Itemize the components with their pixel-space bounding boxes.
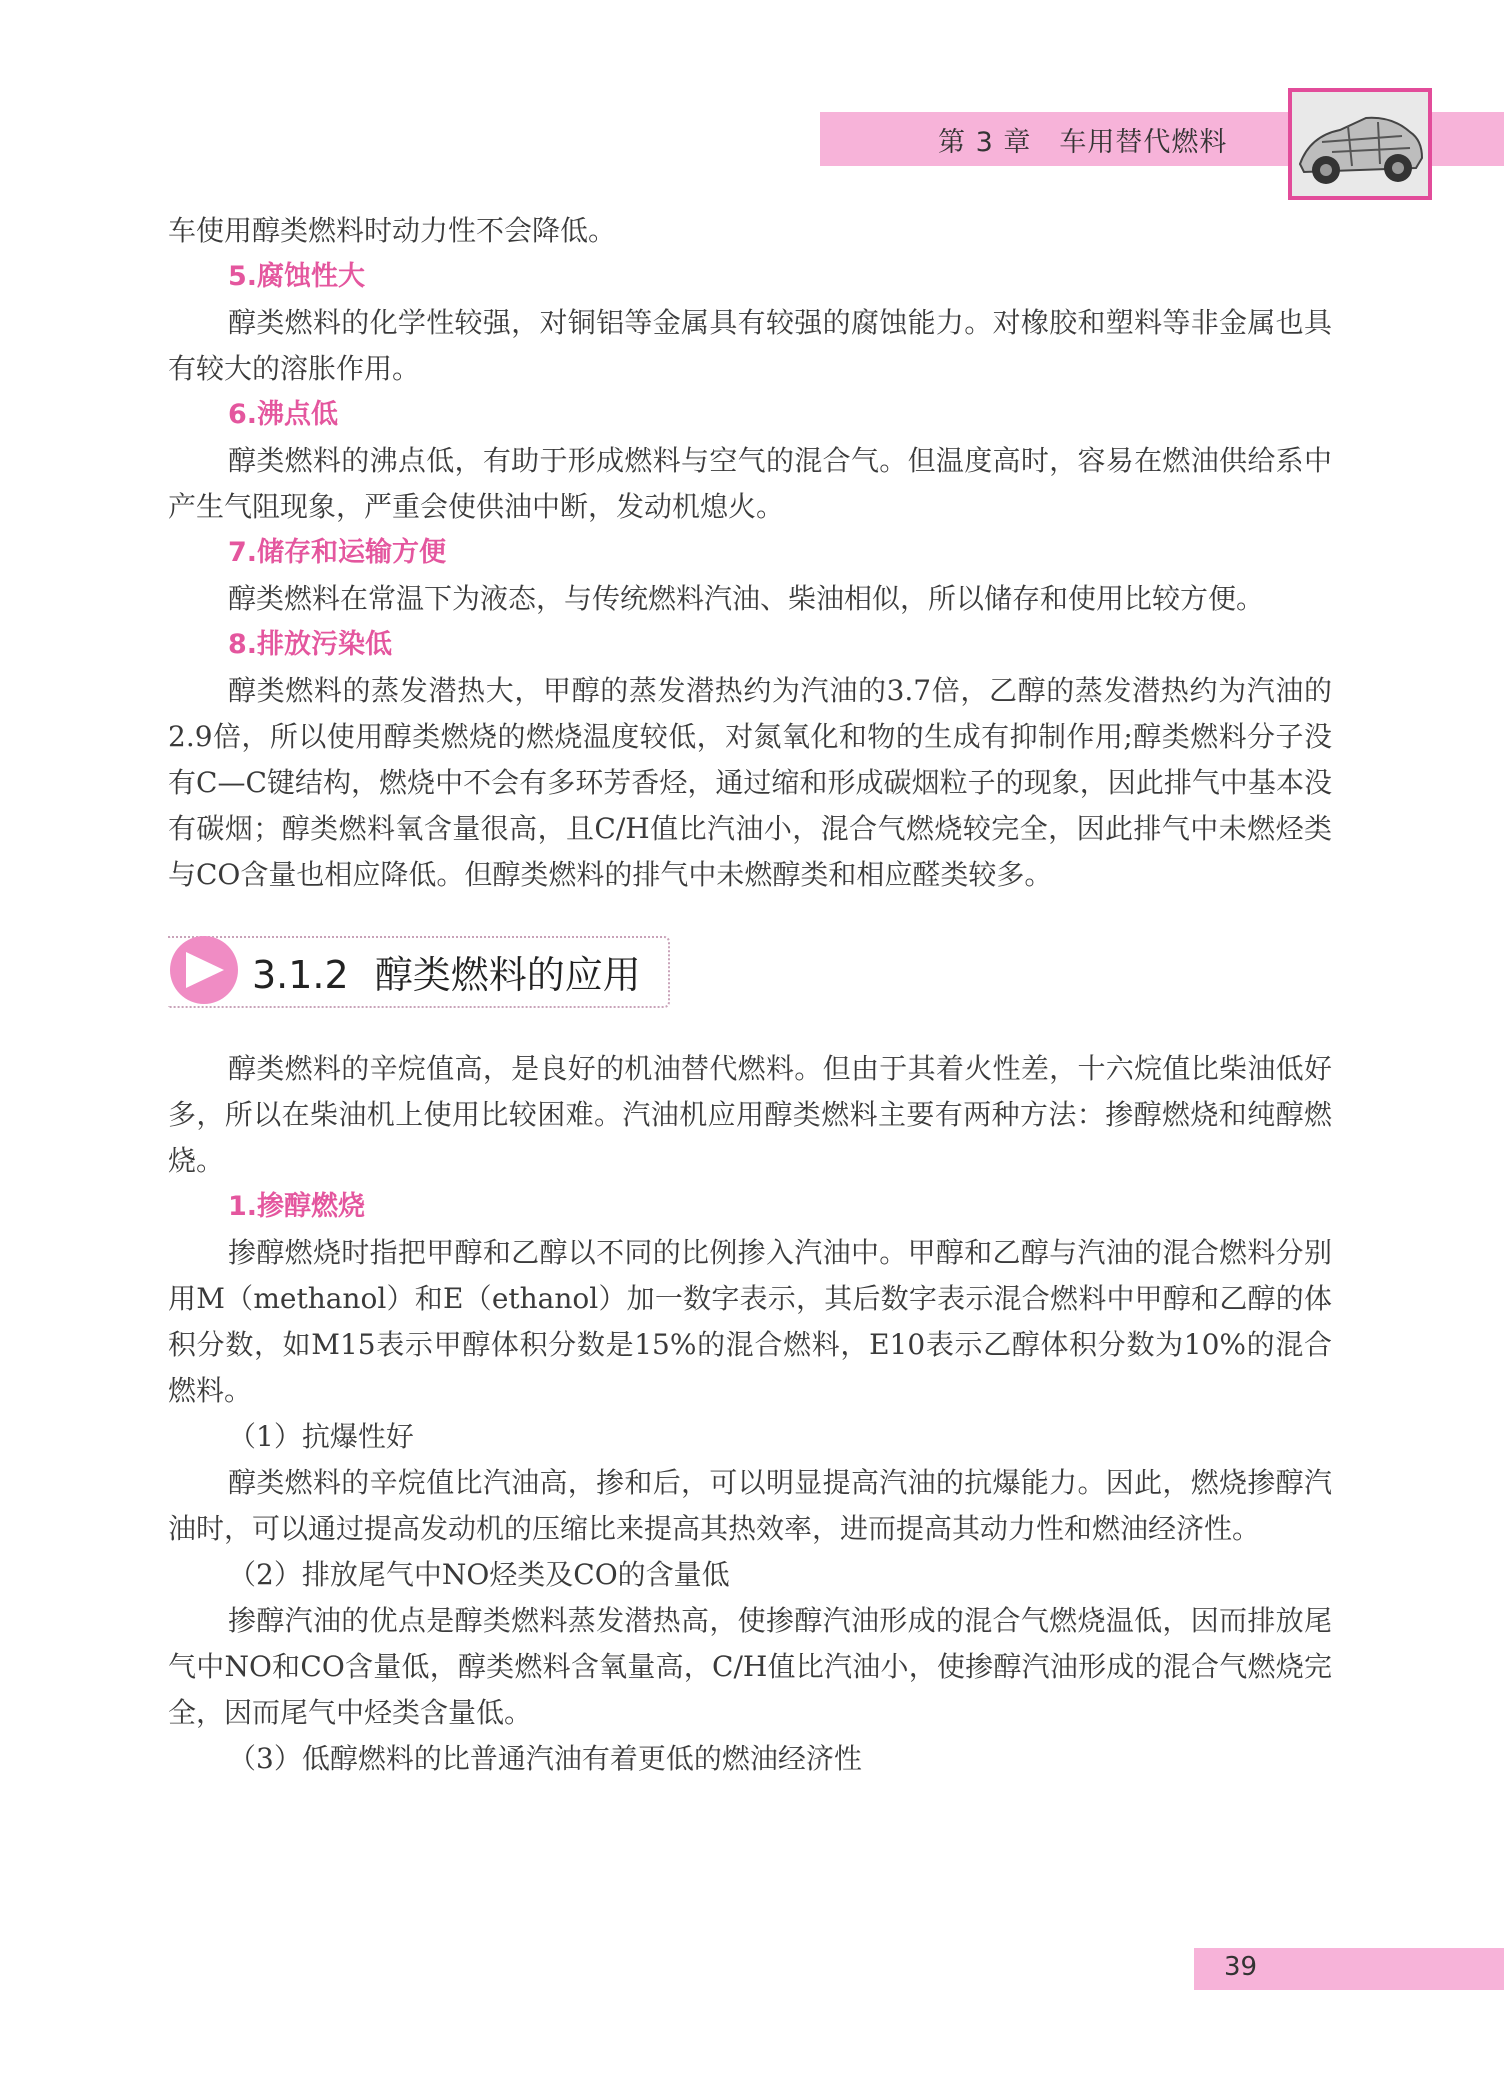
section-intro: 醇类燃料的辛烷值高，是良好的机油替代燃料。但由于其着火性差，十六烷值比柴油低好多，所以在柴油机上使用比较困难。汽油机应用醇类燃料主要有两种方法：掺醇燃烧和纯醇燃烧。	[168, 1052, 1332, 1177]
subheading-7: 7.储存和运输方便	[228, 537, 447, 568]
item-2-text: 掺醇汽油的优点是醇类燃料蒸发潜热高，使掺醇汽油形成的混合气燃烧温低，因而排放尾气中NO和CO含量低，醇类燃料含氧量高，C/H值比汽油小，使掺醇汽油形成的混合气燃烧完全，因而尾气中烃类含量低。	[168, 1604, 1332, 1729]
subheading-1: 1.掺醇燃烧	[228, 1191, 366, 1222]
paragraph-7: 醇类燃料在常温下为液态，与传统燃料汽油、柴油相似，所以储存和使用比较方便。	[228, 582, 1265, 615]
page-number: 39	[1224, 1952, 1258, 1982]
item-1-title: （1）抗爆性好	[228, 1420, 414, 1453]
paragraph-1: 掺醇燃烧时指把甲醇和乙醇以不同的比例掺入汽油中。甲醇和乙醇与汽油的混合燃料分别用M（methanol）和E（ethanol）加一数字表示，其后数字表示混合燃料中甲醇和乙醇的体积分数，如M15表示甲醇体积分数是15%的混合燃料，E10表示乙醇体积分数为10%的混合燃料。	[168, 1236, 1332, 1407]
section-title	[252, 944, 641, 999]
subheading-8: 8.排放污染低	[228, 629, 393, 660]
subheading-5: 5.腐蚀性大	[228, 261, 366, 292]
item-3-title: （3）低醇燃料的比普通汽油有着更低的燃油经济性	[228, 1742, 862, 1775]
section-number: 3.1.2	[252, 953, 349, 997]
section-heading	[168, 934, 1332, 1006]
chapter-header	[938, 120, 1227, 159]
page-content	[168, 208, 1332, 1782]
chapter-title: 车用替代燃料	[1059, 127, 1228, 158]
paragraph-5: 醇类燃料的化学性较强，对铜铝等金属具有较强的腐蚀能力。对橡胶和塑料等非金属也具有较大的溶胀作用。	[168, 306, 1332, 385]
flag-icon	[168, 934, 240, 1006]
item-2-title: （2）排放尾气中NO烃类及CO的含量低	[228, 1558, 730, 1591]
subheading-6: 6.沸点低	[228, 399, 339, 430]
chapter-number: 第 3 章	[938, 127, 1032, 158]
item-1-text: 醇类燃料的辛烷值比汽油高，掺和后，可以明显提高汽油的抗爆能力。因此，燃烧掺醇汽油时，可以通过提高发动机的压缩比来提高其热效率，进而提高其动力性和燃油经济性。	[168, 1466, 1332, 1545]
section-name: 醇类燃料的应用	[374, 953, 641, 997]
paragraph-8: 醇类燃料的蒸发潜热大，甲醇的蒸发潜热约为汽油的3.7倍，乙醇的蒸发潜热约为汽油的2.9倍，所以使用醇类燃烧的燃烧温度较低，对氮氧化和物的生成有抑制作用;醇类燃料分子没有C—C键结构，燃烧中不会有多环芳香烃，通过缩和形成碳烟粒子的现象，因此排气中基本没有碳烟；醇类燃料氧含量很高，且C/H值比汽油小，混合气燃烧较完全，因此排气中未燃烃类与CO含量也相应降低。但醇类燃料的排气中未燃醇类和相应醛类较多。	[168, 674, 1332, 891]
paragraph: 车使用醇类燃料时动力性不会降低。	[168, 214, 617, 247]
paragraph-6: 醇类燃料的沸点低，有助于形成燃料与空气的混合气。但温度高时，容易在燃油供给系中产生气阻现象，严重会使供油中断，发动机熄火。	[168, 444, 1332, 523]
car-chassis-icon	[1288, 88, 1432, 200]
